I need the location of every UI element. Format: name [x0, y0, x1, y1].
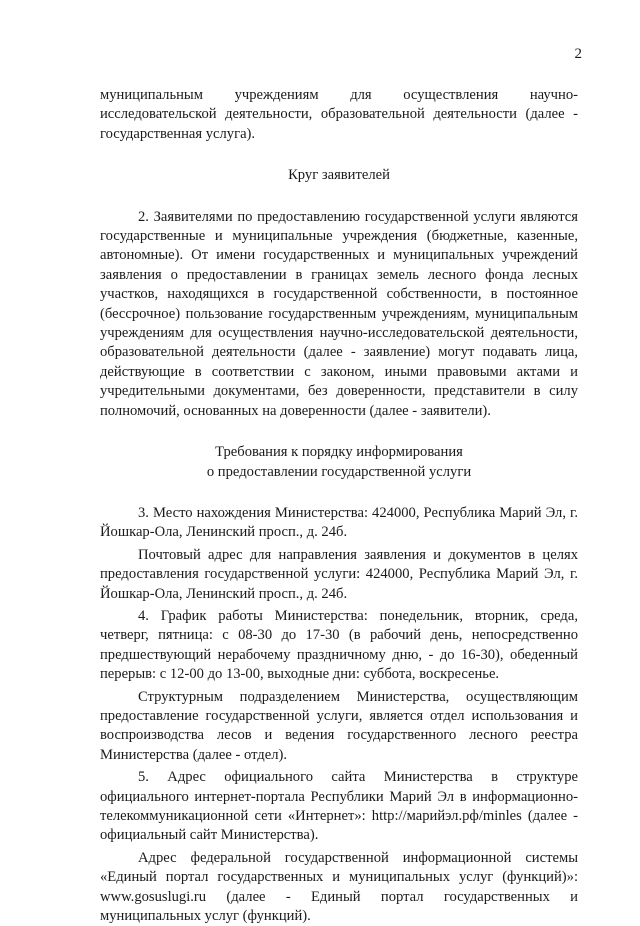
- heading-info-line-2: о предоставлении государственной услуги: [206, 463, 472, 480]
- heading-info-line-1: Требования к порядку информирования: [215, 444, 463, 461]
- page-number: 2: [574, 46, 582, 62]
- intro-paragraph: муниципальным учреждениям для осуществления научно-исследовательской деятельности, образовательной деятельности (далее - государственная услуга).: [100, 87, 578, 142]
- paragraph-3: 3. Место нахождения Министерства: 424000, Республика Марий Эл, г. Йошкар-Ола, Ленинский просп., д. 24б.: [100, 504, 578, 541]
- document-body: [100, 86, 578, 926]
- paragraph-2: 2. Заявителями по предоставлению государственной услуги являются государственные и муниципальные учреждения (бюджетные, казенные, автономные). От имени государственных и муниципальных учреждений заявления о предоставлении в границах земель лесного фонда лесных участков, находящихся в государственной собственности, в постоянное (бессрочное) пользование государственным учреждениям, муниципальным учреждениям для осуществления научно-исследовательской деятельности, образовательной деятельности (далее - заявление) могут подавать лица, действующие в соответствии с законом, иными правовыми актами и учредительными документами, без доверенности, представители в силу полномочий, основанных на доверенности (далее - заявители).: [100, 208, 578, 419]
- paragraph-4: 4. График работы Министерства: понедельник, вторник, среда, четверг, пятница: с 08-30 до 17-30 (в рабочий день, непосредственно предшествующий нерабочему праздничному дню, - до 16-30), обеденный перерыв: с 12-00 до 13-00, выходные дни: суббота, воскресенье.: [100, 607, 578, 683]
- paragraph-structural-unit: Структурным подразделением Министерства, осуществляющим предоставление государственной услуги, является отдел использования и воспроизводства лесов и ведения государственного лесного реестра Министерства (далее - отдел).: [100, 688, 578, 763]
- paragraph-5: 5. Адрес официального сайта Министерства в структуре официального интернет-портала Республики Марий Эл в информационно-телекоммуникационной сети «Интернет»: http://марийэл.рф/minles (далее - официальный сайт Министерства).: [100, 769, 578, 844]
- paragraph-postal-address: Почтовый адрес для направления заявления и документов в целях предоставления государственной услуги: 424000, Республика Марий Эл, г. Йошкар-Ола, Ленинский просп., д. 24б.: [100, 546, 578, 602]
- heading-applicants: Круг заявителей: [288, 167, 390, 184]
- paragraph-portal-address: Адрес федеральной государственной информационной системы «Единый портал государственных и муниципальных услуг (функций)»: www.gosuslugi.ru (далее - Единый портал государственных и муниципальных услуг (функций).: [100, 849, 578, 925]
